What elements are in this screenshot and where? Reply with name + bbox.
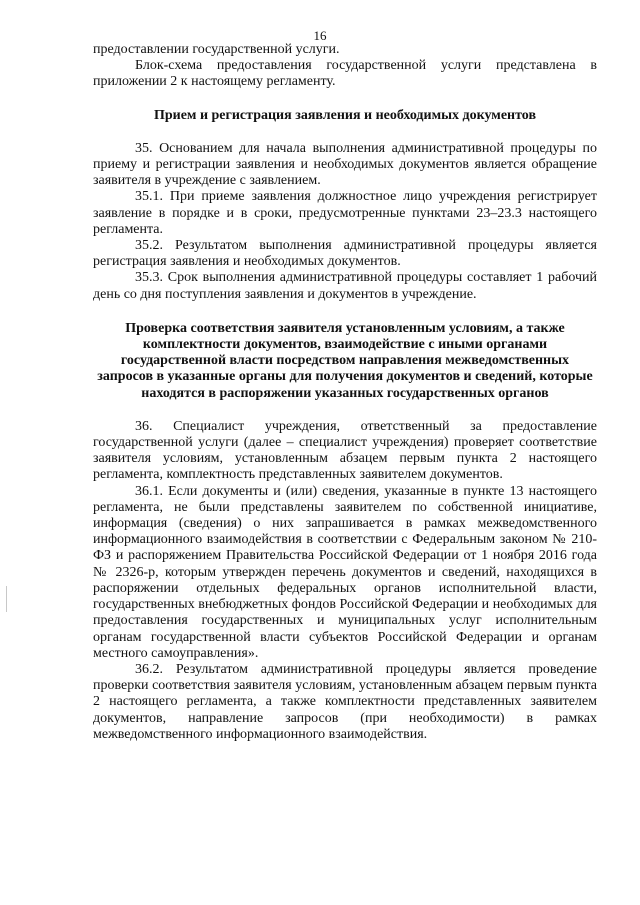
document-body [93, 42, 597, 743]
page-number: 16 [313, 28, 327, 43]
paragraph-36: 36. Специалист учреждения, ответственный за предоставление государственной услуги (далее – специалист учреждения) проверяет соответствие заявителя условиям, установленным абзацем первым пункта 2 настоящего регламента, комплектность представленных заявителем документов. [93, 418, 597, 483]
section-heading-reception: Прием и регистрация заявления и необходимых документов [153, 107, 537, 123]
paragraph-35-1: 35.1. При приеме заявления должностное лицо учреждения регистрирует заявление в порядке и в сроки, предусмотренные пунктами 23–23.3 настоящего регламента. [93, 189, 597, 237]
paragraph-35-3: 35.3. Срок выполнения административной процедуры составляет 1 рабочий день со дня поступления заявления и документов в учреждение. [93, 270, 597, 302]
section-heading-verification: Проверка соответствия заявителя установленным условиям, а также комплектности документов, взаимодействие с иными органами государственной власти посредством направления межведомственных запросов в указанные органы для получения документов и сведений, которые находятся в распоряжении указанных государственных органов [97, 320, 593, 401]
paragraph-35-2: 35.2. Результатом выполнения административной процедуры является регистрация заявления и необходимых документов. [93, 238, 597, 270]
paragraph-36-2: 36.2. Результатом административной процедуры является проведение проверки соответствия заявителя условиям, установленным абзацем первым пункта 2 настоящего регламента, а также комплектности представленных заявителем документов, направление запросов (при необходимости) в рамках межведомственного информационного взаимодействия. [93, 661, 597, 742]
paragraph-continuation: предоставлении государственной услуги. [93, 42, 340, 57]
paragraph-36-1: 36.1. Если документы и (или) сведения, указанные в пункте 13 настоящего регламента, не были представлены заявителем по собственной инициативе, информация (сведения) о них запрашивается в рамках межведомственного информационного взаимодействия в соответствии с Федеральным законом № 210-ФЗ и распоряжением Правительства Российской Федерации от 1 ноября 2016 года № 2326-р, которым утвержден перечень документов и сведений, находящихся в распоряжении отдельных федеральных органов исполнительной власти, государственных внебюджетных фондов Российской Федерации и необходимых для предоставления государственных и муниципальных услуг исполнительным органам государственной власти субъектов Российской Федерации и органам местного самоуправления». [93, 483, 597, 661]
paragraph-35: 35. Основанием для начала выполнения административной процедуры по приему и регистрации заявления и необходимых документов является обращение заявителя в учреждение с заявлением. [93, 140, 597, 189]
scan-margin-mark [6, 586, 7, 612]
paragraph-flowchart-reference: Блок-схема предоставления государственной услуги представлена в приложении 2 к настоящему регламенту. [93, 58, 597, 90]
